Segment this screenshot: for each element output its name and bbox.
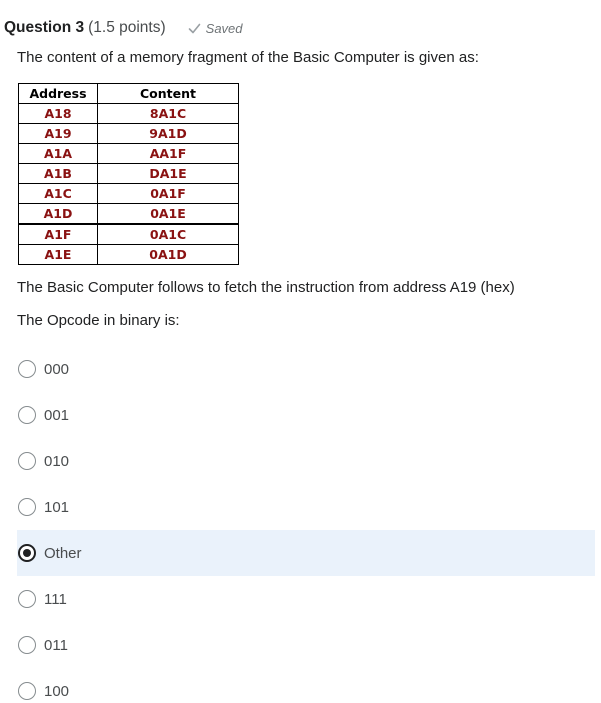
radio-button-icon[interactable]: [18, 636, 36, 654]
option-010[interactable]: [17, 438, 595, 484]
content-cell: 0A1F: [98, 184, 239, 204]
address-cell: A1D: [19, 204, 98, 225]
question-prompt: The content of a memory fragment of the Basic Computer is given as:: [17, 49, 479, 66]
memory-table: [18, 83, 239, 265]
table-row: [19, 144, 239, 164]
option-label[interactable]: 100: [44, 682, 70, 700]
option-100[interactable]: [17, 668, 595, 703]
content-cell: AA1F: [98, 144, 239, 164]
table-row: [19, 164, 239, 184]
address-cell: A1B: [19, 164, 98, 184]
radio-button-selected-icon[interactable]: [18, 544, 36, 562]
table-row: [19, 184, 239, 204]
table-row: [19, 245, 239, 265]
radio-button-icon[interactable]: [18, 590, 36, 608]
question-header: [4, 18, 243, 38]
option-label[interactable]: 001: [44, 406, 70, 424]
radio-button-icon[interactable]: [18, 406, 36, 424]
answer-options: [17, 346, 595, 703]
address-cell: A1C: [19, 184, 98, 204]
check-icon: [188, 22, 201, 35]
option-001[interactable]: [17, 392, 595, 438]
table-row: [19, 104, 239, 124]
radio-dot-icon: [23, 549, 31, 557]
table-header-row: [19, 84, 239, 104]
question-points: (1.5 points): [88, 19, 166, 36]
content-cell: DA1E: [98, 164, 239, 184]
option-label[interactable]: 111: [44, 590, 67, 608]
table-row: [19, 124, 239, 144]
content-cell: 0A1E: [98, 204, 239, 225]
option-label[interactable]: 010: [44, 452, 70, 470]
radio-button-icon[interactable]: [18, 682, 36, 700]
table-row: [19, 204, 239, 225]
option-other[interactable]: [17, 530, 595, 576]
table-row: [19, 224, 239, 245]
content-cell: 0A1C: [98, 224, 239, 245]
option-101[interactable]: [17, 484, 595, 530]
saved-status: [188, 21, 243, 36]
content-cell: 8A1C: [98, 104, 239, 124]
opcode-question-text: The Opcode in binary is:: [17, 312, 180, 329]
option-011[interactable]: [17, 622, 595, 668]
question-title: Question 3: [4, 19, 85, 36]
content-cell: 0A1D: [98, 245, 239, 265]
content-cell: 9A1D: [98, 124, 239, 144]
option-label[interactable]: 000: [44, 360, 70, 378]
address-cell: A1F: [19, 224, 98, 245]
option-label[interactable]: 101: [44, 498, 70, 516]
radio-button-icon[interactable]: [18, 452, 36, 470]
radio-button-icon[interactable]: [18, 498, 36, 516]
option-label[interactable]: 011: [44, 636, 68, 654]
address-cell: A18: [19, 104, 98, 124]
address-cell: A1A: [19, 144, 98, 164]
content-header: Content: [98, 84, 239, 104]
fetch-instruction-text: The Basic Computer follows to fetch the instruction from address A19 (hex): [17, 279, 515, 296]
option-label[interactable]: Other: [44, 544, 82, 562]
saved-label: Saved: [205, 20, 243, 36]
option-000[interactable]: [17, 346, 595, 392]
address-header: Address: [19, 84, 98, 104]
address-cell: A19: [19, 124, 98, 144]
option-111[interactable]: [17, 576, 595, 622]
radio-button-icon[interactable]: [18, 360, 36, 378]
address-cell: A1E: [19, 245, 98, 265]
